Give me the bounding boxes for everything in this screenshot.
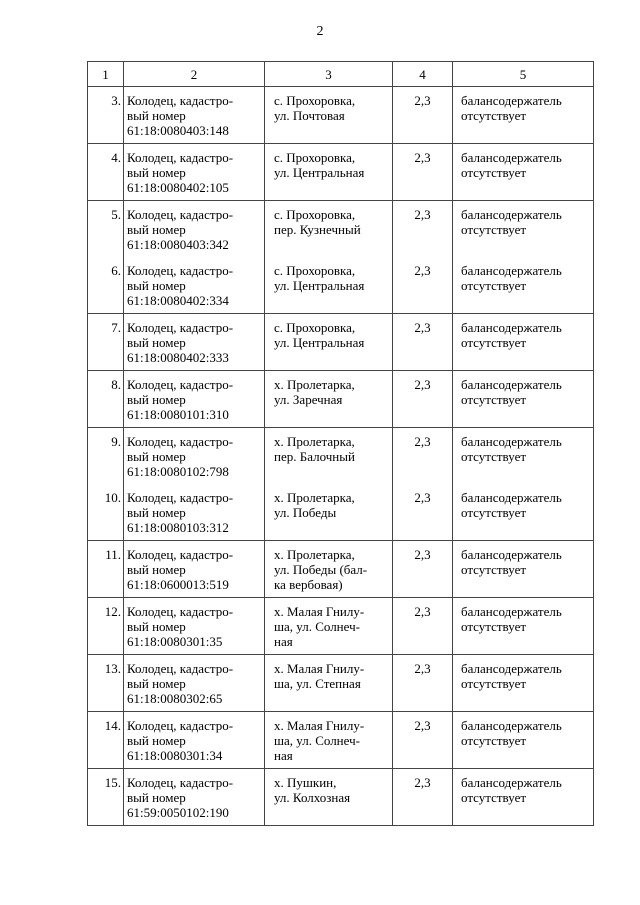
object-address-cell [265,144,393,201]
object-value: 2,3 [414,604,431,619]
table-row [88,201,594,258]
object-name-cell [124,484,265,541]
object-value-cell [393,257,453,314]
holder-note-cell [453,371,594,428]
table-row [88,769,594,826]
object-value-cell [393,201,453,258]
object-value-cell [393,144,453,201]
table-row [88,144,594,201]
object-name: Колодец, кадастро- вый номер 61:18:0080403:342 [127,207,234,252]
object-name: Колодец, кадастро- вый номер 61:18:0080102:798 [127,434,234,479]
holder-note: балансодержатель отсутствует [461,604,562,634]
object-address-cell [265,598,393,655]
row-number: 6. [111,263,121,278]
object-name: Колодец, кадастро- вый номер 61:18:0080101:310 [127,377,234,422]
table-row [88,314,594,371]
row-number-cell [88,598,124,655]
table-row [88,428,594,485]
page-number: 2 [316,24,324,39]
row-number-cell [88,371,124,428]
object-name-cell [124,598,265,655]
holder-note: балансодержатель отсутствует [461,775,562,805]
object-value: 2,3 [414,718,431,733]
object-address: х. Пролетарка, ул. Заречная [274,377,355,407]
object-name: Колодец, кадастро- вый номер 61:18:0080402:333 [127,320,234,365]
object-value-cell [393,541,453,598]
object-name-cell [124,87,265,144]
table-row [88,484,594,541]
holder-note: балансодержатель отсутствует [461,661,562,691]
object-name-cell [124,769,265,826]
object-name: Колодец, кадастро- вый номер 61:18:0600013:519 [127,547,234,592]
object-address: х. Малая Гнилу- ша, ул. Степная [274,661,365,691]
holder-note-cell [453,87,594,144]
object-name: Колодец, кадастро- вый номер 61:18:0080403:148 [127,93,234,138]
object-address-cell [265,428,393,485]
holder-note-cell [453,314,594,371]
holder-note: балансодержатель отсутствует [461,547,562,577]
object-address: х. Пролетарка, ул. Победы (бал- ка вербовая) [274,547,368,592]
object-name-cell [124,371,265,428]
table-row [88,87,594,144]
object-value: 2,3 [414,547,431,562]
table-row [88,655,594,712]
object-value: 2,3 [414,377,431,392]
holder-note-cell [453,712,594,769]
row-number: 7. [111,320,121,335]
object-value-cell [393,87,453,144]
object-value-cell [393,712,453,769]
row-number-cell [88,314,124,371]
object-name: Колодец, кадастро- вый номер 61:18:0080301:34 [127,718,234,763]
row-number-cell [88,541,124,598]
holder-note: балансодержатель отсутствует [461,150,562,180]
object-name-cell [124,428,265,485]
object-value-cell [393,598,453,655]
wells-table [87,61,594,826]
holder-note-cell [453,201,594,258]
holder-note: балансодержатель отсутствует [461,490,562,520]
holder-note-cell [453,428,594,485]
row-number: 10. [104,490,121,505]
object-value: 2,3 [414,93,431,108]
holder-note-cell [453,257,594,314]
object-address-cell [265,769,393,826]
row-number: 11. [105,547,121,562]
object-value: 2,3 [414,150,431,165]
column-header-value: 4 [393,62,453,87]
table-row [88,257,594,314]
row-number: 8. [111,377,121,392]
object-address: с. Прохоровка, ул. Центральная [274,150,365,180]
holder-note-cell [453,769,594,826]
holder-note: балансодержатель отсутствует [461,320,562,350]
object-value-cell [393,655,453,712]
object-name-cell [124,144,265,201]
row-number-cell [88,655,124,712]
object-address-cell [265,541,393,598]
holder-note: балансодержатель отсутствует [461,434,562,464]
object-address-cell [265,314,393,371]
holder-note-cell [453,484,594,541]
table-row [88,598,594,655]
row-number: 15. [104,775,121,790]
table-row [88,371,594,428]
object-name-cell [124,655,265,712]
object-name: Колодец, кадастро- вый номер 61:18:0080402:105 [127,150,234,195]
column-header-address: 3 [265,62,393,87]
row-number: 3. [111,93,121,108]
object-value: 2,3 [414,775,431,790]
object-address-cell [265,257,393,314]
row-number-cell [88,769,124,826]
row-number-cell [88,201,124,258]
row-number-cell [88,428,124,485]
holder-note-cell [453,598,594,655]
object-name-cell [124,201,265,258]
row-number-cell [88,484,124,541]
object-name: Колодец, кадастро- вый номер 61:59:0050102:190 [127,775,234,820]
holder-note-cell [453,655,594,712]
holder-note: балансодержатель отсутствует [461,263,562,293]
object-value-cell [393,428,453,485]
holder-note: балансодержатель отсутствует [461,207,562,237]
object-name: Колодец, кадастро- вый номер 61:18:0080402:334 [127,263,234,308]
row-number: 14. [104,718,121,733]
object-value: 2,3 [414,661,431,676]
row-number: 12. [104,604,121,619]
object-name-cell [124,257,265,314]
object-value: 2,3 [414,263,431,278]
object-value-cell [393,314,453,371]
object-value: 2,3 [414,434,431,449]
object-address-cell [265,371,393,428]
row-number: 5. [111,207,121,222]
object-value-cell [393,769,453,826]
object-address-cell [265,484,393,541]
object-address-cell [265,201,393,258]
column-header-note: 5 [453,62,594,87]
object-name-cell [124,314,265,371]
object-name: Колодец, кадастро- вый номер 61:18:0080301:35 [127,604,234,649]
object-value: 2,3 [414,320,431,335]
object-address: х. Пушкин, ул. Колхозная [274,775,351,805]
object-address: х. Пролетарка, ул. Победы [274,490,355,520]
row-number-cell [88,144,124,201]
object-value-cell [393,484,453,541]
object-name-cell [124,541,265,598]
holder-note: балансодержатель отсутствует [461,93,562,123]
object-address-cell [265,87,393,144]
table-row [88,712,594,769]
object-name: Колодец, кадастро- вый номер 61:18:0080103:312 [127,490,234,535]
object-name-cell [124,712,265,769]
row-number: 4. [111,150,121,165]
holder-note-cell [453,541,594,598]
row-number-cell [88,257,124,314]
object-address: с. Прохоровка, ул. Почтовая [274,93,356,123]
object-name: Колодец, кадастро- вый номер 61:18:0080302:65 [127,661,234,706]
row-number: 13. [104,661,121,676]
row-number-cell [88,712,124,769]
holder-note-cell [453,144,594,201]
column-header-number: 1 [88,62,124,87]
table-row [88,541,594,598]
column-header-name: 2 [124,62,265,87]
row-number-cell [88,87,124,144]
object-address-cell [265,655,393,712]
object-address: х. Пролетарка, пер. Балочный [274,434,355,464]
object-address: х. Малая Гнилу- ша, ул. Солнеч- ная [274,604,365,649]
object-address: х. Малая Гнилу- ша, ул. Солнеч- ная [274,718,365,763]
table-header-row [88,62,594,87]
object-address: с. Прохоровка, пер. Кузнечный [274,207,361,237]
object-address-cell [265,712,393,769]
object-address: с. Прохоровка, ул. Центральная [274,320,365,350]
object-value: 2,3 [414,490,431,505]
object-value: 2,3 [414,207,431,222]
object-address: с. Прохоровка, ул. Центральная [274,263,365,293]
holder-note: балансодержатель отсутствует [461,377,562,407]
row-number: 9. [111,434,121,449]
holder-note: балансодержатель отсутствует [461,718,562,748]
object-value-cell [393,371,453,428]
